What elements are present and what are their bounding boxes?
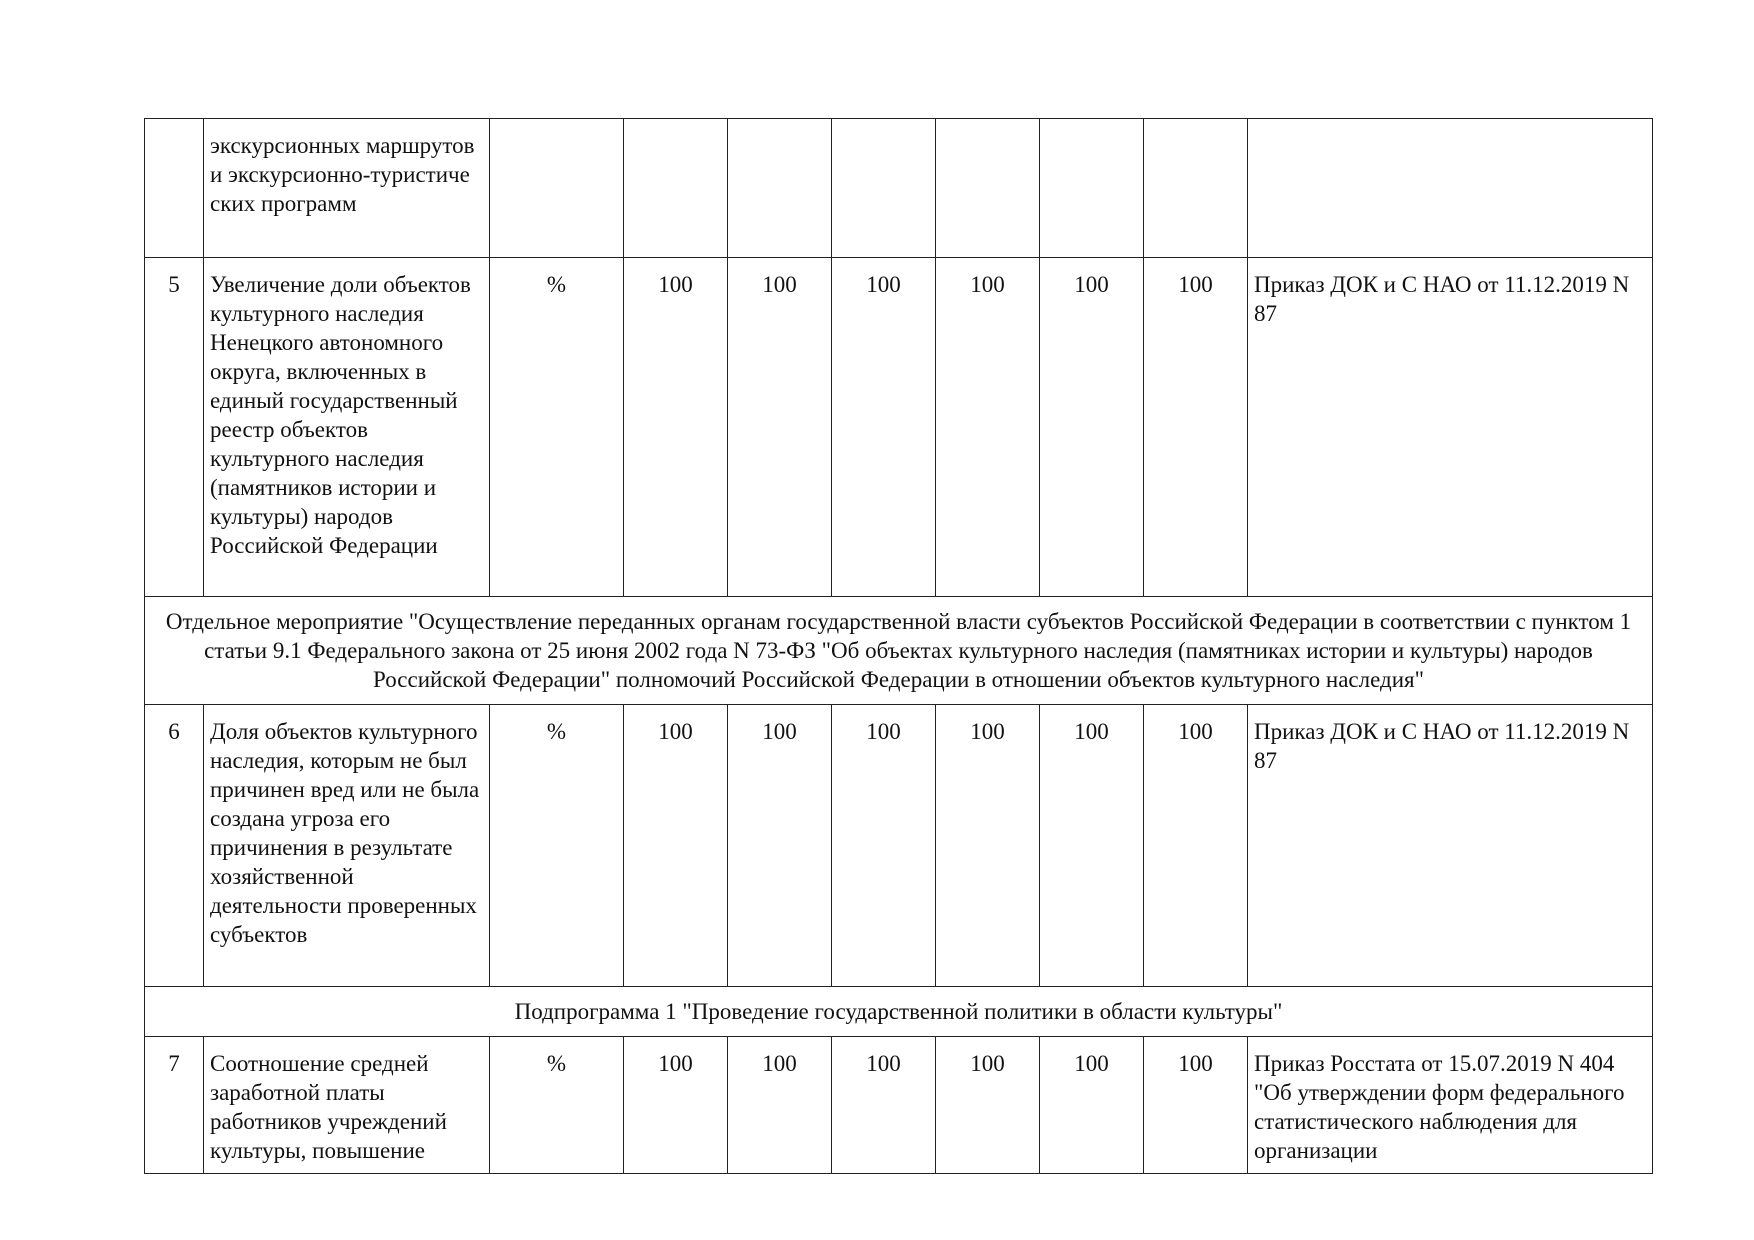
value-cell: 100 [728, 1037, 832, 1174]
indicators-table [144, 118, 1653, 1174]
value-cell [832, 119, 936, 258]
value-cell: 100 [1040, 705, 1144, 987]
unit-cell [490, 119, 624, 258]
section-heading: Отдельное мероприятие "Осуществление переданных органам государственной власти субъектов Российской Федерации в соответствии с пунктом 1 статьи 9.1 Федерального закона от 25 июня 2002 года N 73-ФЗ "Об объектах культурного наследия (памятниках истории и культуры) народов Российской Федерации" полномочий Российской Федерации в отношении объектов культурного наследия" [145, 597, 1653, 705]
value-cell: 100 [832, 1037, 936, 1174]
value-cell: 100 [1040, 1037, 1144, 1174]
value-cell: 100 [832, 705, 936, 987]
value-cell [1040, 119, 1144, 258]
value-cell: 100 [1144, 258, 1248, 597]
indicator-name: Соотношение средней заработной платы работников учреждений культуры, повышение [204, 1037, 490, 1174]
row-number: 5 [145, 258, 204, 597]
source-cell: Приказ ДОК и С НАО от 11.12.2019 N 87 [1248, 705, 1653, 987]
table-row [145, 119, 1653, 258]
value-cell: 100 [832, 258, 936, 597]
table-row [145, 258, 1653, 597]
value-cell: 100 [936, 258, 1040, 597]
source-cell: Приказ Росстата от 15.07.2019 N 404 "Об утверждении форм федерального статистического наблюдения для организации [1248, 1037, 1653, 1174]
value-cell [1144, 119, 1248, 258]
row-number: 6 [145, 705, 204, 987]
table-row [145, 1037, 1653, 1174]
unit-cell: % [490, 258, 624, 597]
row-number: 7 [145, 1037, 204, 1174]
subprogram-heading: Подпрограмма 1 "Проведение государственной политики в области культуры" [145, 987, 1653, 1037]
unit-cell: % [490, 1037, 624, 1174]
value-cell: 100 [936, 1037, 1040, 1174]
section-row [145, 597, 1653, 705]
value-cell [728, 119, 832, 258]
indicator-name: Увеличение доли объектов культурного наследия Ненецкого автономного округа, включенных в единый государственный реестр объектов культурного наследия (памятников истории и культуры) народов Российской Федерации [204, 258, 490, 597]
value-cell: 100 [936, 705, 1040, 987]
value-cell: 100 [1144, 705, 1248, 987]
value-cell: 100 [1040, 258, 1144, 597]
value-cell: 100 [728, 705, 832, 987]
indicator-name: экскурсионных маршрутов и экскурсионно-туристиче ских программ [204, 119, 490, 258]
source-cell: Приказ ДОК и С НАО от 11.12.2019 N 87 [1248, 258, 1653, 597]
value-cell [624, 119, 728, 258]
row-number [145, 119, 204, 258]
table-row [145, 705, 1653, 987]
value-cell: 100 [624, 705, 728, 987]
indicator-name: Доля объектов культурного наследия, которым не был причинен вред или не была создана угроза его причинения в результате хозяйственной деятельности проверенных субъектов [204, 705, 490, 987]
source-cell [1248, 119, 1653, 258]
unit-cell: % [490, 705, 624, 987]
value-cell: 100 [728, 258, 832, 597]
section-row [145, 987, 1653, 1037]
value-cell [936, 119, 1040, 258]
value-cell: 100 [1144, 1037, 1248, 1174]
value-cell: 100 [624, 258, 728, 597]
value-cell: 100 [624, 1037, 728, 1174]
